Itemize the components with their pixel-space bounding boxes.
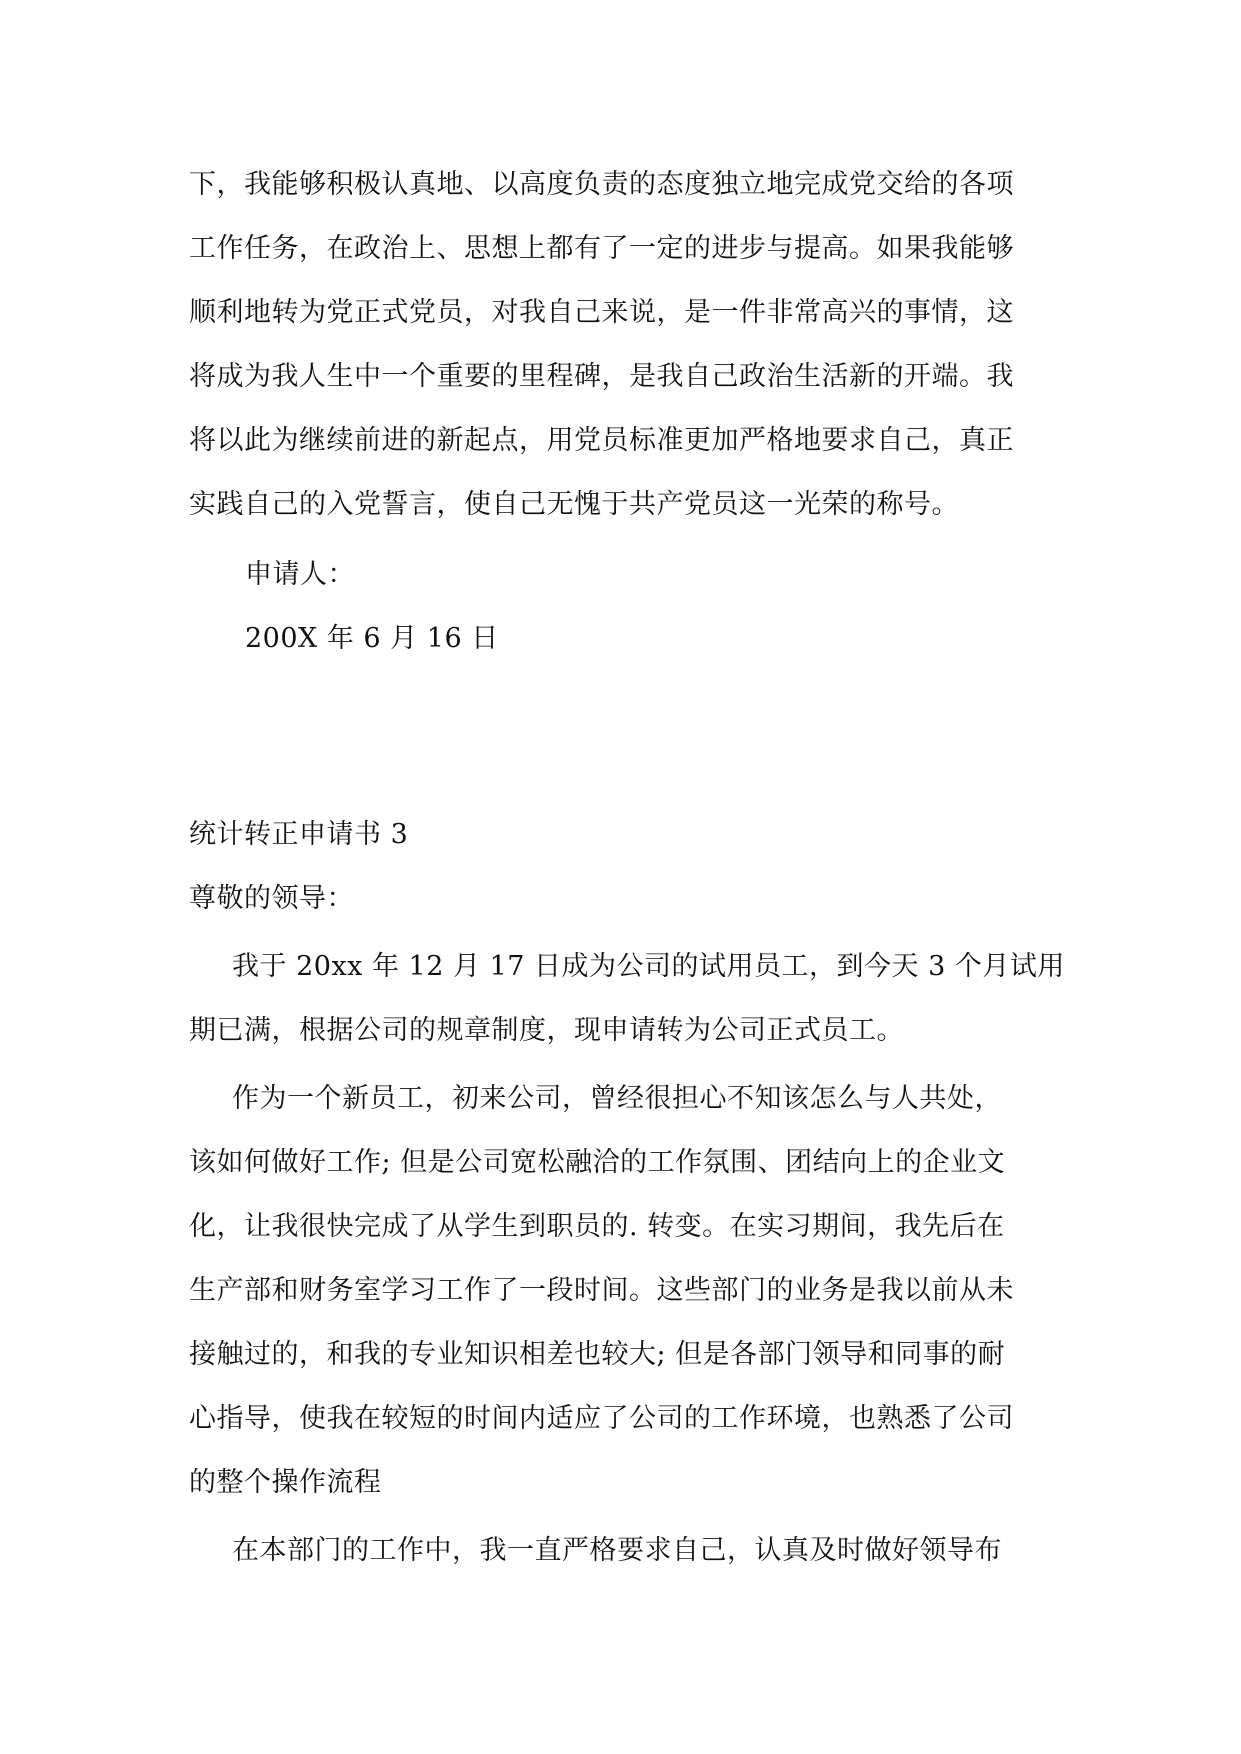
text-line: 实践自己的入党誓言，使自己无愧于共产党员这一光荣的称号。 bbox=[189, 489, 959, 520]
text-line: 心指导，使我在较短的时间内适应了公司的工作环境，也熟悉了公司 bbox=[189, 1403, 1014, 1434]
text-line: 化，让我很快完成了从学生到职员的. 转变。在实习期间，我先后在 bbox=[189, 1211, 1005, 1242]
applicant-label: 申请人： bbox=[245, 559, 355, 590]
text-line: 生产部和财务室学习工作了一段时间。这些部门的业务是我以前从未 bbox=[189, 1275, 1014, 1306]
text-line: 作为一个新员工，初来公司，曾经很担心不知该怎么与人共处， bbox=[232, 1083, 1002, 1114]
text-line: 的整个操作流程 bbox=[189, 1467, 382, 1498]
text-line: 接触过的，和我的专业知识相差也较大; 但是各部门领导和同事的耐 bbox=[189, 1339, 1006, 1370]
text-line: 期已满，根据公司的规章制度，现申请转为公司正式员工。 bbox=[189, 1015, 904, 1046]
signature-date: 200X 年 6 月 16 日 bbox=[245, 623, 499, 654]
salutation: 尊敬的领导： bbox=[189, 883, 354, 914]
text-line: 工作任务，在政治上、思想上都有了一定的进步与提高。如果我能够 bbox=[189, 233, 1014, 264]
text-line: 在本部门的工作中，我一直严格要求自己，认真及时做好领导布 bbox=[232, 1535, 1002, 1566]
text-line: 顺利地转为党正式党员，对我自己来说，是一件非常高兴的事情，这 bbox=[189, 297, 1014, 328]
text-line: 将成为我人生中一个重要的里程碑，是我自己政治生活新的开端。我 bbox=[189, 361, 1014, 392]
text-line: 我于 20xx 年 12 月 17 日成为公司的试用员工，到今天 3 个月试用 bbox=[232, 951, 1065, 982]
text-line: 该如何做好工作; 但是公司宽松融洽的工作氛围、团结向上的企业文 bbox=[189, 1147, 1006, 1178]
section-title: 统计转正申请书 3 bbox=[189, 819, 409, 850]
text-line: 下，我能够积极认真地、以高度负责的态度独立地完成党交给的各项 bbox=[189, 169, 1014, 200]
text-line: 将以此为继续前进的新起点，用党员标准更加严格地要求自己，真正 bbox=[189, 425, 1014, 456]
